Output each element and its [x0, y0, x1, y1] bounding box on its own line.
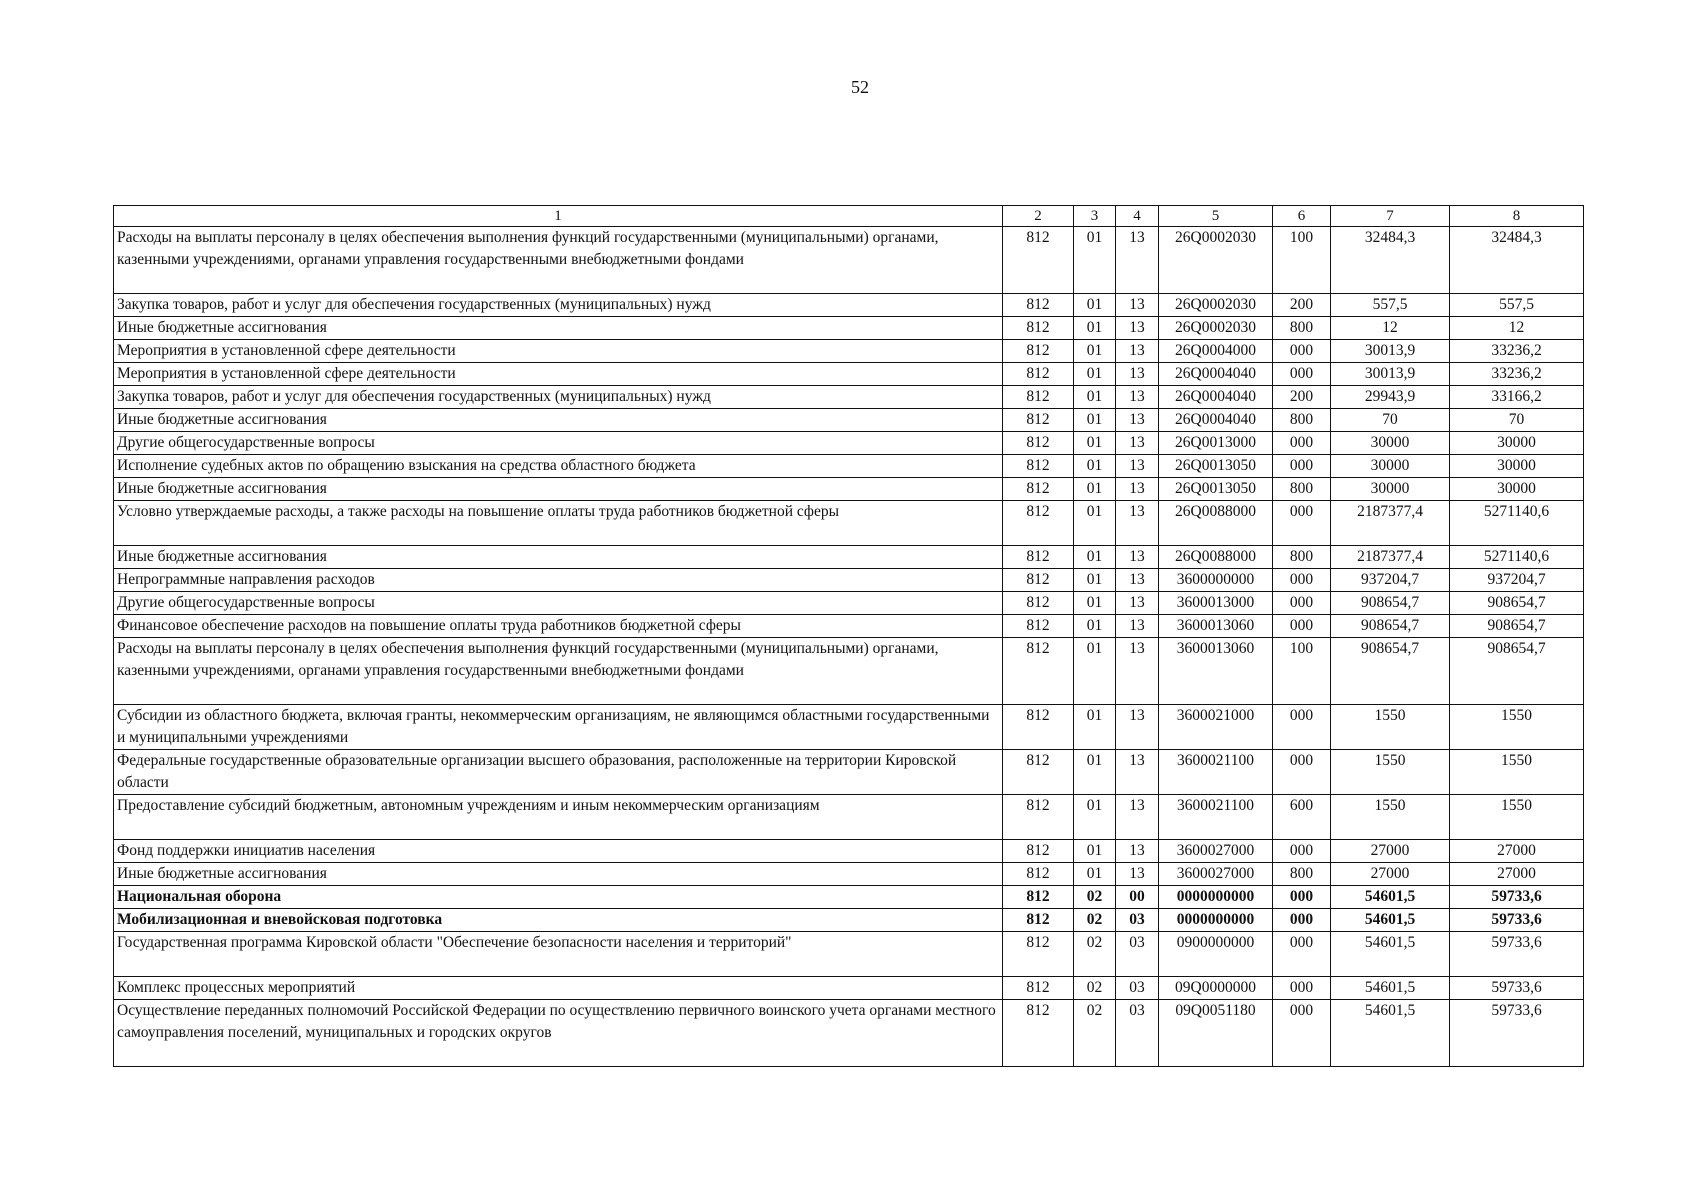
section-cell: 02 — [1074, 977, 1116, 1000]
code-cell: 812 — [1003, 863, 1074, 886]
code-cell: 812 — [1003, 227, 1074, 294]
code-cell: 812 — [1003, 705, 1074, 750]
amount-cell-year1: 2187377,4 — [1331, 546, 1450, 569]
table-row — [114, 638, 1584, 705]
header-col-2: 2 — [1003, 206, 1074, 227]
table-row — [114, 386, 1584, 409]
amount-cell-year1: 1550 — [1331, 705, 1450, 750]
target-article-cell: 26Q0002030 — [1159, 317, 1273, 340]
subsection-cell: 03 — [1116, 977, 1159, 1000]
target-article-cell: 09Q0000000 — [1159, 977, 1273, 1000]
table-row — [114, 886, 1584, 909]
target-article-cell: 3600021100 — [1159, 795, 1273, 840]
subsection-cell: 13 — [1116, 478, 1159, 501]
table-row — [114, 840, 1584, 863]
amount-cell-year1: 30013,9 — [1331, 340, 1450, 363]
expense-type-cell: 000 — [1273, 340, 1331, 363]
amount-cell-year1: 908654,7 — [1331, 615, 1450, 638]
section-cell: 01 — [1074, 615, 1116, 638]
expense-type-cell: 000 — [1273, 501, 1331, 546]
amount-cell-year1: 54601,5 — [1331, 977, 1450, 1000]
code-cell: 812 — [1003, 294, 1074, 317]
item-name-cell: Финансовое обеспечение расходов на повышение оплаты труда работников бюджетной сферы — [114, 615, 1003, 638]
section-cell: 01 — [1074, 569, 1116, 592]
subsection-cell: 13 — [1116, 294, 1159, 317]
amount-cell-year1: 30013,9 — [1331, 363, 1450, 386]
expense-type-cell: 000 — [1273, 977, 1331, 1000]
section-cell: 01 — [1074, 455, 1116, 478]
item-name-cell: Мероприятия в установленной сфере деятельности — [114, 363, 1003, 386]
section-cell: 01 — [1074, 340, 1116, 363]
header-col-7: 7 — [1331, 206, 1450, 227]
table-row — [114, 432, 1584, 455]
subsection-cell: 13 — [1116, 409, 1159, 432]
amount-cell-year2: 27000 — [1450, 863, 1584, 886]
table-row — [114, 705, 1584, 750]
table-row — [114, 501, 1584, 546]
subsection-cell: 00 — [1116, 886, 1159, 909]
amount-cell-year2: 937204,7 — [1450, 569, 1584, 592]
section-cell: 01 — [1074, 317, 1116, 340]
amount-cell-year2: 27000 — [1450, 840, 1584, 863]
expense-type-cell: 000 — [1273, 363, 1331, 386]
section-cell: 01 — [1074, 227, 1116, 294]
expense-type-cell: 000 — [1273, 592, 1331, 615]
expense-type-cell: 200 — [1273, 386, 1331, 409]
amount-cell-year2: 33236,2 — [1450, 363, 1584, 386]
amount-cell-year2: 30000 — [1450, 478, 1584, 501]
target-article-cell: 3600027000 — [1159, 863, 1273, 886]
amount-cell-year1: 2187377,4 — [1331, 501, 1450, 546]
section-cell: 01 — [1074, 386, 1116, 409]
amount-cell-year1: 937204,7 — [1331, 569, 1450, 592]
expense-type-cell: 000 — [1273, 705, 1331, 750]
code-cell: 812 — [1003, 340, 1074, 363]
code-cell: 812 — [1003, 569, 1074, 592]
code-cell: 812 — [1003, 386, 1074, 409]
target-article-cell: 3600027000 — [1159, 840, 1273, 863]
section-cell: 02 — [1074, 886, 1116, 909]
subsection-cell: 13 — [1116, 317, 1159, 340]
header-col-6: 6 — [1273, 206, 1331, 227]
amount-cell-year1: 557,5 — [1331, 294, 1450, 317]
target-article-cell: 3600013000 — [1159, 592, 1273, 615]
amount-cell-year1: 54601,5 — [1331, 1000, 1450, 1067]
subsection-cell: 03 — [1116, 909, 1159, 932]
target-article-cell: 26Q0002030 — [1159, 227, 1273, 294]
subsection-cell: 13 — [1116, 615, 1159, 638]
subsection-cell: 03 — [1116, 932, 1159, 977]
subsection-cell: 13 — [1116, 750, 1159, 795]
target-article-cell: 3600000000 — [1159, 569, 1273, 592]
expense-type-cell: 200 — [1273, 294, 1331, 317]
target-article-cell: 26Q0088000 — [1159, 546, 1273, 569]
subsection-cell: 13 — [1116, 840, 1159, 863]
amount-cell-year2: 1550 — [1450, 795, 1584, 840]
item-name-cell: Осуществление переданных полномочий Российской Федерации по осуществлению первичного воинского учета органами местного самоуправления поселений, муниципальных и городских округов — [114, 1000, 1003, 1067]
target-article-cell: 0900000000 — [1159, 932, 1273, 977]
code-cell: 812 — [1003, 1000, 1074, 1067]
amount-cell-year1: 30000 — [1331, 432, 1450, 455]
amount-cell-year1: 27000 — [1331, 840, 1450, 863]
budget-table-container — [113, 205, 1583, 1067]
expense-type-cell: 800 — [1273, 478, 1331, 501]
code-cell: 812 — [1003, 501, 1074, 546]
code-cell: 812 — [1003, 592, 1074, 615]
item-name-cell: Другие общегосударственные вопросы — [114, 432, 1003, 455]
table-row — [114, 795, 1584, 840]
target-article-cell: 3600013060 — [1159, 638, 1273, 705]
table-row — [114, 455, 1584, 478]
target-article-cell: 26Q0013000 — [1159, 432, 1273, 455]
expense-type-cell: 000 — [1273, 1000, 1331, 1067]
amount-cell-year2: 1550 — [1450, 750, 1584, 795]
expense-type-cell: 800 — [1273, 863, 1331, 886]
table-row — [114, 615, 1584, 638]
code-cell: 812 — [1003, 638, 1074, 705]
code-cell: 812 — [1003, 750, 1074, 795]
expense-type-cell: 100 — [1273, 227, 1331, 294]
amount-cell-year2: 30000 — [1450, 432, 1584, 455]
amount-cell-year2: 908654,7 — [1450, 615, 1584, 638]
table-row — [114, 977, 1584, 1000]
amount-cell-year1: 908654,7 — [1331, 592, 1450, 615]
expense-type-cell: 800 — [1273, 546, 1331, 569]
section-cell: 01 — [1074, 592, 1116, 615]
section-cell: 01 — [1074, 840, 1116, 863]
item-name-cell: Закупка товаров, работ и услуг для обеспечения государственных (муниципальных) нужд — [114, 294, 1003, 317]
code-cell: 812 — [1003, 317, 1074, 340]
item-name-cell: Фонд поддержки инициатив населения — [114, 840, 1003, 863]
expense-type-cell: 000 — [1273, 615, 1331, 638]
item-name-cell: Мероприятия в установленной сфере деятельности — [114, 340, 1003, 363]
subsection-cell: 13 — [1116, 432, 1159, 455]
amount-cell-year1: 32484,3 — [1331, 227, 1450, 294]
item-name-cell: Субсидии из областного бюджета, включая гранты, некоммерческим организациям, не являющимся областными государственными и муниципальными учреждениями — [114, 705, 1003, 750]
item-name-cell: Национальная оборона — [114, 886, 1003, 909]
amount-cell-year2: 908654,7 — [1450, 638, 1584, 705]
section-cell: 02 — [1074, 909, 1116, 932]
subsection-cell: 13 — [1116, 501, 1159, 546]
table-row — [114, 863, 1584, 886]
subsection-cell: 13 — [1116, 705, 1159, 750]
header-col-5: 5 — [1159, 206, 1273, 227]
amount-cell-year2: 59733,6 — [1450, 1000, 1584, 1067]
amount-cell-year1: 908654,7 — [1331, 638, 1450, 705]
section-cell: 01 — [1074, 501, 1116, 546]
amount-cell-year2: 5271140,6 — [1450, 546, 1584, 569]
code-cell: 812 — [1003, 432, 1074, 455]
expense-type-cell: 000 — [1273, 432, 1331, 455]
expense-type-cell: 800 — [1273, 317, 1331, 340]
amount-cell-year1: 54601,5 — [1331, 886, 1450, 909]
section-cell: 01 — [1074, 363, 1116, 386]
item-name-cell: Иные бюджетные ассигнования — [114, 863, 1003, 886]
code-cell: 812 — [1003, 478, 1074, 501]
code-cell: 812 — [1003, 909, 1074, 932]
page-number: 52 — [851, 77, 869, 97]
target-article-cell: 26Q0013050 — [1159, 478, 1273, 501]
section-cell: 02 — [1074, 932, 1116, 977]
subsection-cell: 13 — [1116, 592, 1159, 615]
target-article-cell: 26Q0004040 — [1159, 386, 1273, 409]
table-body — [114, 227, 1584, 1067]
expense-type-cell: 100 — [1273, 638, 1331, 705]
amount-cell-year1: 1550 — [1331, 795, 1450, 840]
amount-cell-year2: 12 — [1450, 317, 1584, 340]
subsection-cell: 13 — [1116, 363, 1159, 386]
amount-cell-year1: 12 — [1331, 317, 1450, 340]
header-col-8: 8 — [1450, 206, 1584, 227]
amount-cell-year1: 29943,9 — [1331, 386, 1450, 409]
target-article-cell: 3600013060 — [1159, 615, 1273, 638]
table-row — [114, 227, 1584, 294]
target-article-cell: 26Q0004040 — [1159, 409, 1273, 432]
section-cell: 01 — [1074, 432, 1116, 455]
code-cell: 812 — [1003, 409, 1074, 432]
target-article-cell: 09Q0051180 — [1159, 1000, 1273, 1067]
item-name-cell: Закупка товаров, работ и услуг для обеспечения государственных (муниципальных) нужд — [114, 386, 1003, 409]
expense-type-cell: 000 — [1273, 569, 1331, 592]
amount-cell-year2: 59733,6 — [1450, 909, 1584, 932]
amount-cell-year2: 32484,3 — [1450, 227, 1584, 294]
amount-cell-year2: 1550 — [1450, 705, 1584, 750]
header-col-4: 4 — [1116, 206, 1159, 227]
expense-type-cell: 000 — [1273, 886, 1331, 909]
amount-cell-year1: 27000 — [1331, 863, 1450, 886]
subsection-cell: 13 — [1116, 340, 1159, 363]
amount-cell-year2: 908654,7 — [1450, 592, 1584, 615]
item-name-cell: Иные бюджетные ассигнования — [114, 409, 1003, 432]
section-cell: 01 — [1074, 546, 1116, 569]
amount-cell-year1: 30000 — [1331, 478, 1450, 501]
table-row — [114, 478, 1584, 501]
code-cell: 812 — [1003, 795, 1074, 840]
table-row — [114, 750, 1584, 795]
amount-cell-year1: 30000 — [1331, 455, 1450, 478]
section-cell: 02 — [1074, 1000, 1116, 1067]
table-header-row — [114, 206, 1584, 227]
amount-cell-year1: 70 — [1331, 409, 1450, 432]
item-name-cell: Расходы на выплаты персоналу в целях обеспечения выполнения функций государственными (муниципальными) органами, казенными учреждениями, органами управления государственными внебюджетными фондами — [114, 227, 1003, 294]
target-article-cell: 0000000000 — [1159, 886, 1273, 909]
table-row — [114, 569, 1584, 592]
code-cell: 812 — [1003, 363, 1074, 386]
amount-cell-year2: 33236,2 — [1450, 340, 1584, 363]
table-row — [114, 317, 1584, 340]
amount-cell-year2: 59733,6 — [1450, 977, 1584, 1000]
code-cell: 812 — [1003, 886, 1074, 909]
amount-cell-year2: 557,5 — [1450, 294, 1584, 317]
amount-cell-year2: 5271140,6 — [1450, 501, 1584, 546]
amount-cell-year2: 59733,6 — [1450, 932, 1584, 977]
subsection-cell: 13 — [1116, 795, 1159, 840]
table-row — [114, 592, 1584, 615]
target-article-cell: 26Q0004040 — [1159, 363, 1273, 386]
section-cell: 01 — [1074, 863, 1116, 886]
item-name-cell: Условно утверждаемые расходы, а также расходы на повышение оплаты труда работников бюджетной сферы — [114, 501, 1003, 546]
budget-table — [113, 205, 1584, 1067]
header-col-1: 1 — [114, 206, 1003, 227]
code-cell: 812 — [1003, 977, 1074, 1000]
code-cell: 812 — [1003, 546, 1074, 569]
expense-type-cell: 000 — [1273, 840, 1331, 863]
code-cell: 812 — [1003, 840, 1074, 863]
item-name-cell: Государственная программа Кировской области "Обеспечение безопасности населения и территорий" — [114, 932, 1003, 977]
expense-type-cell: 000 — [1273, 932, 1331, 977]
code-cell: 812 — [1003, 932, 1074, 977]
item-name-cell: Исполнение судебных актов по обращению взыскания на средства областного бюджета — [114, 455, 1003, 478]
expense-type-cell: 600 — [1273, 795, 1331, 840]
table-row — [114, 546, 1584, 569]
amount-cell-year1: 54601,5 — [1331, 909, 1450, 932]
item-name-cell: Иные бюджетные ассигнования — [114, 478, 1003, 501]
table-row — [114, 932, 1584, 977]
target-article-cell: 26Q0004000 — [1159, 340, 1273, 363]
item-name-cell: Иные бюджетные ассигнования — [114, 546, 1003, 569]
table-row — [114, 909, 1584, 932]
code-cell: 812 — [1003, 455, 1074, 478]
section-cell: 01 — [1074, 409, 1116, 432]
section-cell: 01 — [1074, 705, 1116, 750]
amount-cell-year2: 30000 — [1450, 455, 1584, 478]
target-article-cell: 26Q0088000 — [1159, 501, 1273, 546]
expense-type-cell: 000 — [1273, 455, 1331, 478]
item-name-cell: Другие общегосударственные вопросы — [114, 592, 1003, 615]
item-name-cell: Комплекс процессных мероприятий — [114, 977, 1003, 1000]
subsection-cell: 13 — [1116, 455, 1159, 478]
expense-type-cell: 800 — [1273, 409, 1331, 432]
subsection-cell: 03 — [1116, 1000, 1159, 1067]
item-name-cell: Мобилизационная и вневойсковая подготовка — [114, 909, 1003, 932]
item-name-cell: Расходы на выплаты персоналу в целях обеспечения выполнения функций государственными (муниципальными) органами, казенными учреждениями, органами управления государственными внебюджетными фондами — [114, 638, 1003, 705]
table-row — [114, 363, 1584, 386]
item-name-cell: Предоставление субсидий бюджетным, автономным учреждениям и иным некоммерческим организациям — [114, 795, 1003, 840]
amount-cell-year1: 54601,5 — [1331, 932, 1450, 977]
target-article-cell: 3600021000 — [1159, 705, 1273, 750]
item-name-cell: Федеральные государственные образовательные организации высшего образования, расположенные на территории Кировской области — [114, 750, 1003, 795]
subsection-cell: 13 — [1116, 638, 1159, 705]
target-article-cell: 0000000000 — [1159, 909, 1273, 932]
item-name-cell: Непрограммные направления расходов — [114, 569, 1003, 592]
table-row — [114, 1000, 1584, 1067]
subsection-cell: 13 — [1116, 546, 1159, 569]
table-row — [114, 294, 1584, 317]
amount-cell-year2: 70 — [1450, 409, 1584, 432]
header-col-3: 3 — [1074, 206, 1116, 227]
amount-cell-year2: 33166,2 — [1450, 386, 1584, 409]
target-article-cell: 26Q0002030 — [1159, 294, 1273, 317]
table-row — [114, 409, 1584, 432]
table-row — [114, 340, 1584, 363]
section-cell: 01 — [1074, 638, 1116, 705]
section-cell: 01 — [1074, 795, 1116, 840]
code-cell: 812 — [1003, 615, 1074, 638]
item-name-cell: Иные бюджетные ассигнования — [114, 317, 1003, 340]
subsection-cell: 13 — [1116, 569, 1159, 592]
amount-cell-year1: 1550 — [1331, 750, 1450, 795]
subsection-cell: 13 — [1116, 863, 1159, 886]
subsection-cell: 13 — [1116, 386, 1159, 409]
expense-type-cell: 000 — [1273, 750, 1331, 795]
subsection-cell: 13 — [1116, 227, 1159, 294]
target-article-cell: 26Q0013050 — [1159, 455, 1273, 478]
expense-type-cell: 000 — [1273, 909, 1331, 932]
section-cell: 01 — [1074, 294, 1116, 317]
target-article-cell: 3600021100 — [1159, 750, 1273, 795]
amount-cell-year2: 59733,6 — [1450, 886, 1584, 909]
section-cell: 01 — [1074, 750, 1116, 795]
section-cell: 01 — [1074, 478, 1116, 501]
